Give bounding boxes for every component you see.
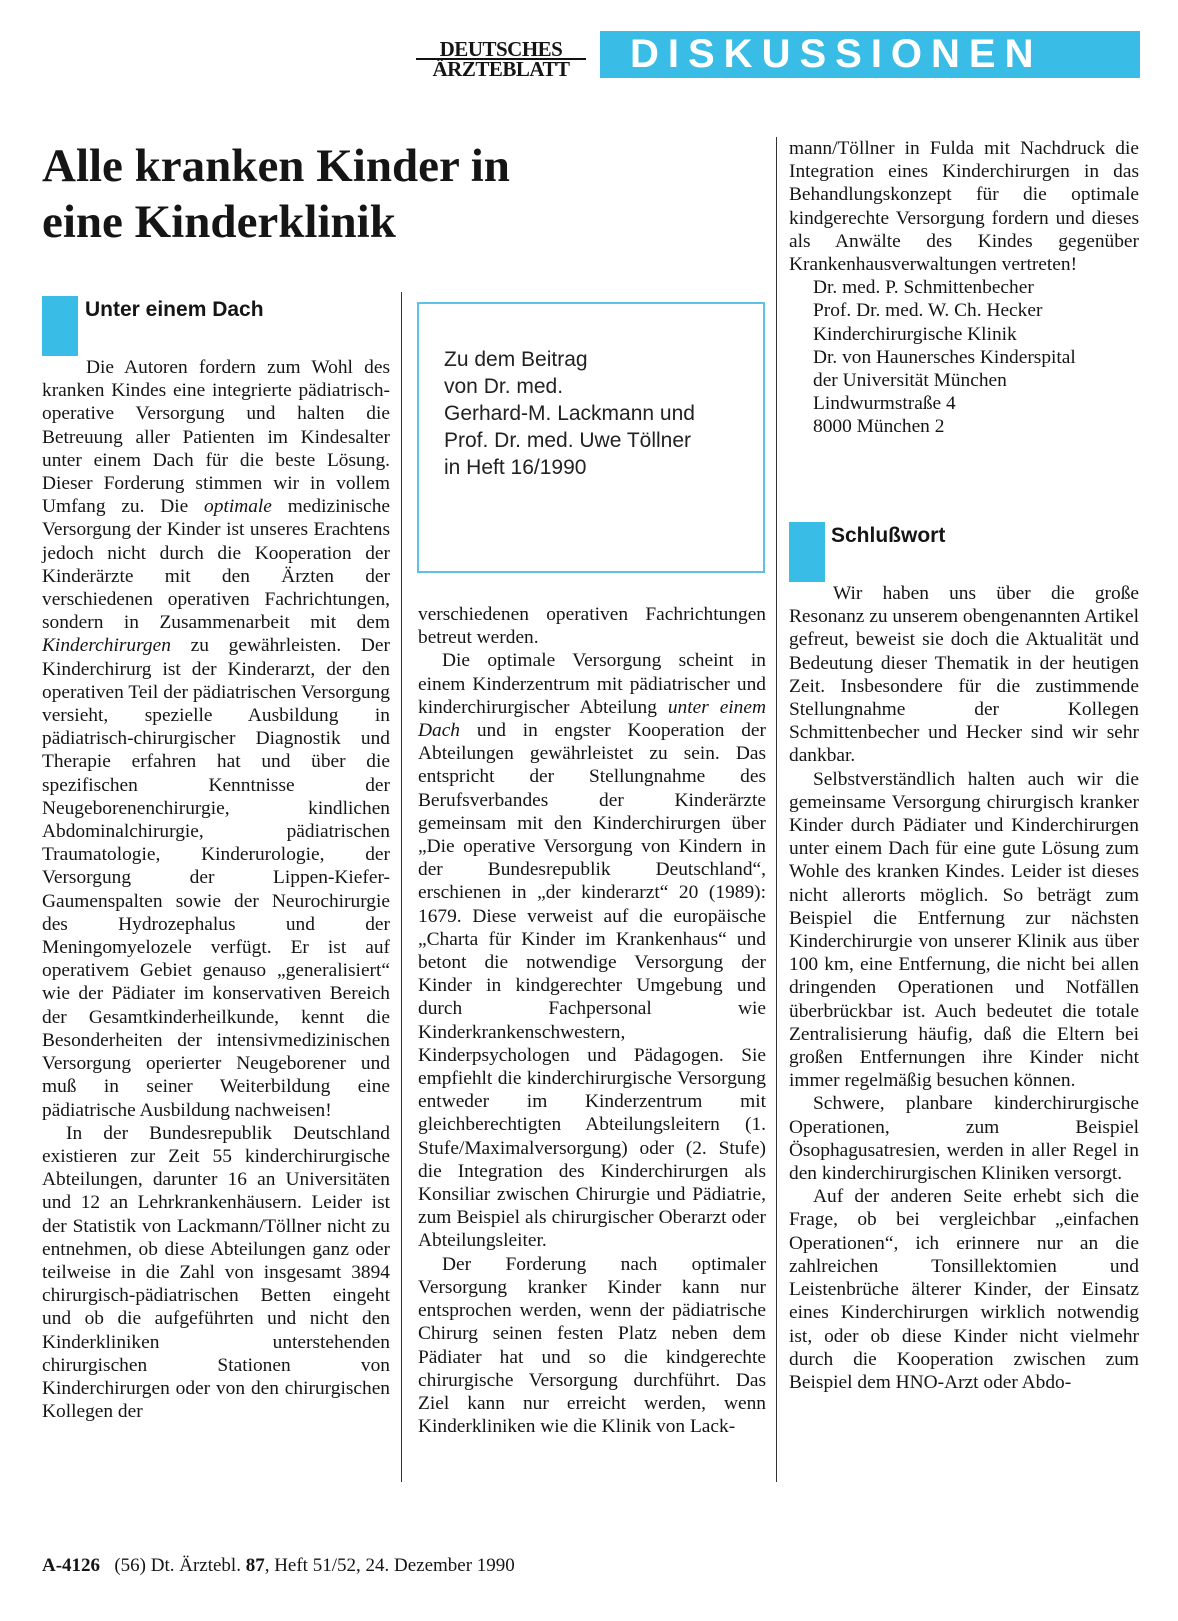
address-line: 8000 München 2 [813,416,945,438]
address-line: Dr. von Haunersches Kinderspital [813,346,1076,368]
citation-suffix: , Heft 51/52, 24. Dezember 1990 [264,1555,515,1576]
article1-paragraph-6: mann/Töllner in Fulda mit Nachdruck die Integration eines Kinderchirurgen in das Behandlungskonzept für die optimale kindgerechte Versorgung fordern und dieses als Anwälte des Kindes gegenüber Krankenhausverwaltungen vertreten! [789,138,1139,276]
masthead-line2: ÄRZTEBLATT [416,58,586,78]
reference-line: Zu dem Beitrag [444,348,588,371]
reference-line: Gerhard-M. Lackmann und [444,402,695,425]
column-2 [418,603,766,1438]
address-line: Lindwurmstraße 4 [813,393,956,415]
subhead-schlusswort: Schlußwort [831,524,946,547]
masthead-line1: DEUTSCHES [439,37,563,61]
masthead-logo [416,37,586,81]
article1-paragraph-2: In der Bundesrepublik Deutschland existieren zur Zeit 55 kinderchirurgische Abteilungen, darunter 16 an Universitäten und 12 an Lehrkrankenhäusern. Leider ist der Statistik von Lackmann/Töllner nicht zu entnehmen, ob diese Abteilungen ganz oder teilweise in die Zahl von insgesamt 3894 chirurgisch-pädiatrischen Betten eingeht und ob die aufgeführten und nicht den Kinderkliniken unterstehenden chirurgischen Stationen von Kinderchirurgen oder von den chirurgischen Kollegen der [42,1122,390,1423]
column-3-bottom [789,582,1139,1394]
reference-box [417,302,765,573]
column-rule-2 [776,137,777,1482]
article2-paragraph-3: Schwere, planbare kinderchirurgische Operationen, zum Beispiel Ösophagusatresien, werden in aller Regel in den kinderchirurgischen Kliniken versorgt. [789,1093,1139,1185]
section-banner: DISKUSSIONEN [600,31,1140,78]
citation-prefix: (56) Dt. Ärztebl. [114,1555,241,1576]
address-line: der Universität München [813,370,1007,392]
article2-paragraph-2: Selbstverständlich halten auch wir die gemeinsame Versorgung chirurgisch kranker Kinder durch Pädiater und Kinderchirurgen unter einem Dach für eine gute Lösung zum Wohle des kranken Kindes. Leider ist dieses nicht allerorts möglich. So beträgt zum Beispiel die Entfernung zur nächsten Kinderchirurgie von unserer Klinik aus über 100 km, eine Entfernung, die nicht bei allen dringenden Operationen und Notfällen überbrückbar ist. Auch bedeutet die totale Zentralisierung häufig, daß die Eltern bei großen Entfernungen ihre Kinder nicht immer regelmäßig besuchen können. [789,768,1139,1092]
page-title [42,138,722,250]
subhead-marker-1 [42,296,78,356]
page-footer [42,1555,515,1577]
article2-paragraph-1: Wir haben uns über die große Resonanz zu unserem obengenannten Artikel gefreut, beweist sie doch die Aktualität und Bedeutung dieser Thematik in der heutigen Zeit. Insbesondere für die zustimmende Stellungnahme der Kollegen Schmittenbecher und Hecker sind wir sehr dankbar. [789,583,1139,767]
address-line: Prof. Dr. med. W. Ch. Hecker [813,300,1043,322]
article1-paragraph-3: verschiedenen operativen Fachrichtungen betreut werden. [418,604,766,649]
reference-line: von Dr. med. [444,375,564,398]
article2-paragraph-4: Auf der anderen Seite erhebt sich die Frage, ob bei vergleichbar „einfachen Operationen“, ich erinnere nur an die zahlreichen Tonsillektomien und Leistenbrüche älterer Kinder, der Einsatz eines Kinderchirurgen wirklich notwendig ist, oder ob diese Kinder nicht vielmehr durch die Kooperation zwischen zum Beispiel dem HNO-Arzt oder Abdo- [789,1186,1139,1393]
subhead-marker-2 [789,522,825,582]
reference-line: Prof. Dr. med. Uwe Töllner [444,429,692,452]
author-address [789,276,1139,438]
address-line: Kinderchirurgische Klinik [813,323,1017,345]
volume-number: 87 [245,1555,265,1576]
article1-paragraph-5: Der Forderung nach optimaler Versorgung kranker Kinder kann nur entsprochen werden, wenn der pädiatrische Chirurg seinen festen Platz neben dem Pädiater hat und so die kindgerechte chirurgische Versorgung durchführt. Das Ziel kann nur erreicht werden, wenn Kinderkliniken wie die Klinik von Lack- [418,1253,766,1438]
page-number: A-4126 [42,1555,101,1576]
subhead-unter-einem-dach: Unter einem Dach [85,298,264,321]
column-3-top [789,137,1139,439]
column-rule-1 [401,292,402,1482]
article1-paragraph-1: Die Autoren fordern zum Wohl des kranken Kindes eine integrierte pädiatrisch-operative Versorgung und halten die Betreuung aller Patienten im Kindesalter unter einem Dach für die beste Lösung. Dieser Forderung stimmen wir in vollem Umfang zu. Die optimale medizinische Versorgung der Kinder ist unseres Erachtens jedoch nicht durch die Kooperation der Kinderärzte mit den Ärzten der verschiedenen operativen Fachrichtungen, sondern in Zusammenarbeit mit dem Kinderchirurgen zu gewährleisten. Der Kinderchirurg ist der Kinderarzt, der den operativen Teil der pädiatrischen Versorgung versieht, spezielle Ausbildung in pädiatrisch-chirurgischer Diagnostik und Therapie erfahren hat und über die spezifischen Kenntnisse der Neugeborenenchirurgie, kindlichen Abdominalchirurgie, pädiatrischen Traumatologie, Kinderurologie, der Versorgung der Lippen-Kiefer-Gaumenspalten sowie der Neurochirurgie des Hydrozephalus und der Meningomyelozele verfügt. Er ist auf operativem Gebiet genauso „generalisiert“ wie der Pädiater im konservativen Bereich der Gesamtkinderheilkunde, kennt die Besonderheiten der intensivmedizinischen Versorgung operierter Neugeborener und muß in seiner Weiterbildung eine pädiatrische Ausbildung nachweisen! [42,357,390,1121]
column-1 [42,356,390,1423]
reference-line: in Heft 16/1990 [444,456,587,479]
article1-paragraph-4: Die optimale Versorgung scheint in einem Kinderzentrum mit pädiatrischer und kinderchirurgischer Abteilung unter einem Dach und in engster Kooperation der Abteilungen gewährleistet zu sein. Das entspricht der Stellungnahme des Berufsverbandes der Kinderärzte gemeinsam mit den Kinderchirurgen über „Die operative Versorgung von Kindern in der Bundesrepublik Deutschland“, erschienen in „der kinderarzt“ 20 (1989): 1679. Diese verweist auf die europäische „Charta für Kinder im Krankenhaus“ und betont die notwendige Versorgung der Kinder in kindgerechter Umgebung und durch Fachpersonal wie Kinderkrankenschwestern, Kinderpsychologen und Pädagogen. Sie empfiehlt die kinderchirurgische Versorgung entweder im Kinderzentrum mit gleichberechtigten Abteilungsleitern (1. Stufe/Maximalversorgung) oder (2. Stufe) die Integration des Kinderchirurgen als Konsiliar zwischen Chirurgie und Pädiatrie, zum Beispiel als chirurgischer Oberarzt oder Abteilungsleiter. [418,650,766,1252]
title-line2: eine Kinderklinik [42,196,396,248]
title-line1: Alle kranken Kinder in [42,140,510,192]
address-line: Dr. med. P. Schmittenbecher [813,277,1034,299]
